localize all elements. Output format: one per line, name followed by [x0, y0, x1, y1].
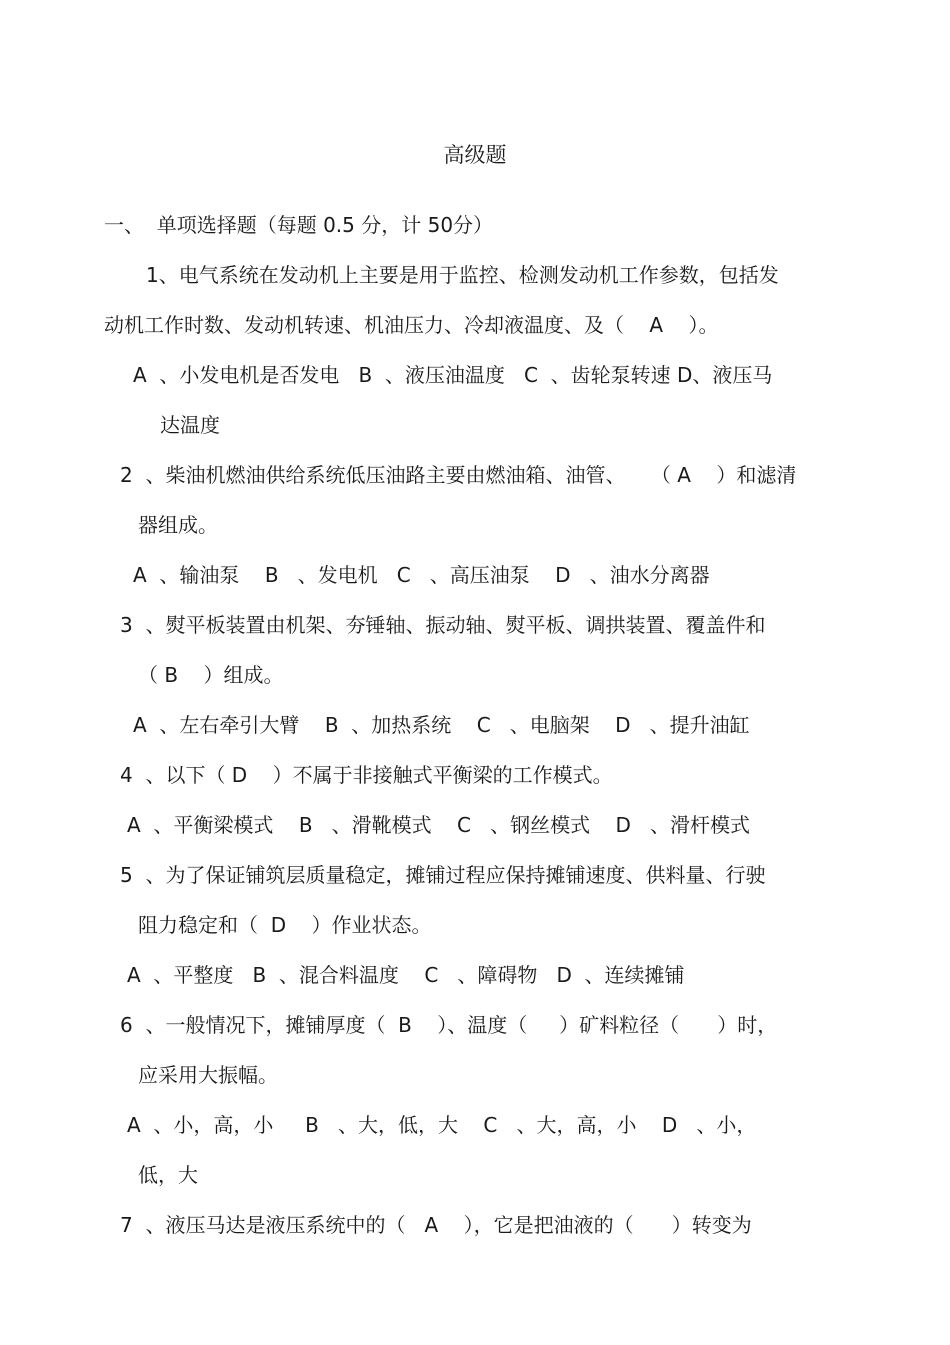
question-5-line-2: 阻力稳定和（ D ）作业状态。: [138, 913, 432, 937]
page-title: 高级题: [443, 143, 507, 167]
question-1-options-line-2: 达温度: [160, 413, 220, 437]
question-5-line-1: 5 、为了保证铺筑层质量稳定，摊铺过程应保持摊铺速度、供料量、行驶: [120, 863, 766, 887]
question-5-options: A 、平整度 B 、混合料温度 C 、障碍物 D 、连续摊铺: [127, 963, 685, 987]
question-1-options-line-1: A 、小发电机是否发电 B 、液压油温度 C 、齿轮泵转速 D、液压马: [133, 363, 773, 387]
question-2-line-2: 器组成。: [138, 513, 218, 537]
section-heading: 一、 单项选择题（每题 0.5 分，计 50分）: [104, 213, 494, 237]
question-4-options: A 、平衡梁模式 B 、滑靴模式 C 、钢丝模式 D 、滑杆模式: [127, 813, 750, 837]
question-4-line-1: 4 、以下（ D ）不属于非接触式平衡梁的工作模式。: [120, 763, 613, 787]
question-6-options-line-2: 低，大: [138, 1163, 198, 1187]
question-6-line-2: 应采用大振幅。: [138, 1063, 278, 1087]
question-3-line-1: 3 、熨平板装置由机架、夯锤轴、振动轴、熨平板、调拱装置、覆盖件和: [120, 613, 766, 637]
question-2-line-1: 2 、柴油机燃油供给系统低压油路主要由燃油箱、油管、 （ A ）和滤清: [120, 463, 797, 487]
question-3-options: A 、左右牵引大臂 B 、加热系统 C 、电脑架 D 、提升油缸: [133, 713, 750, 737]
question-1-line-1: 1、电气系统在发动机上主要是用于监控、检测发动机工作参数，包括发: [146, 263, 779, 287]
question-2-options: A 、输油泵 B 、发电机 C 、高压油泵 D 、油水分离器: [133, 563, 710, 587]
question-1-line-2: 动机工作时数、发动机转速、机油压力、冷却液温度、及（ A ）。: [104, 313, 719, 337]
question-3-line-2: （ B ）组成。: [138, 663, 284, 687]
question-6-options-line-1: A 、小，高，小 B 、大，低，大 C 、大，高，小 D 、小，: [127, 1113, 757, 1137]
question-6-line-1: 6 、一般情况下，摊铺厚度（ B ）、温度（ ）矿料粒径（ ）时，: [120, 1013, 778, 1037]
question-7-line-1: 7 、液压马达是液压系统中的（ A ），它是把油液的（ ）转变为: [120, 1213, 752, 1237]
